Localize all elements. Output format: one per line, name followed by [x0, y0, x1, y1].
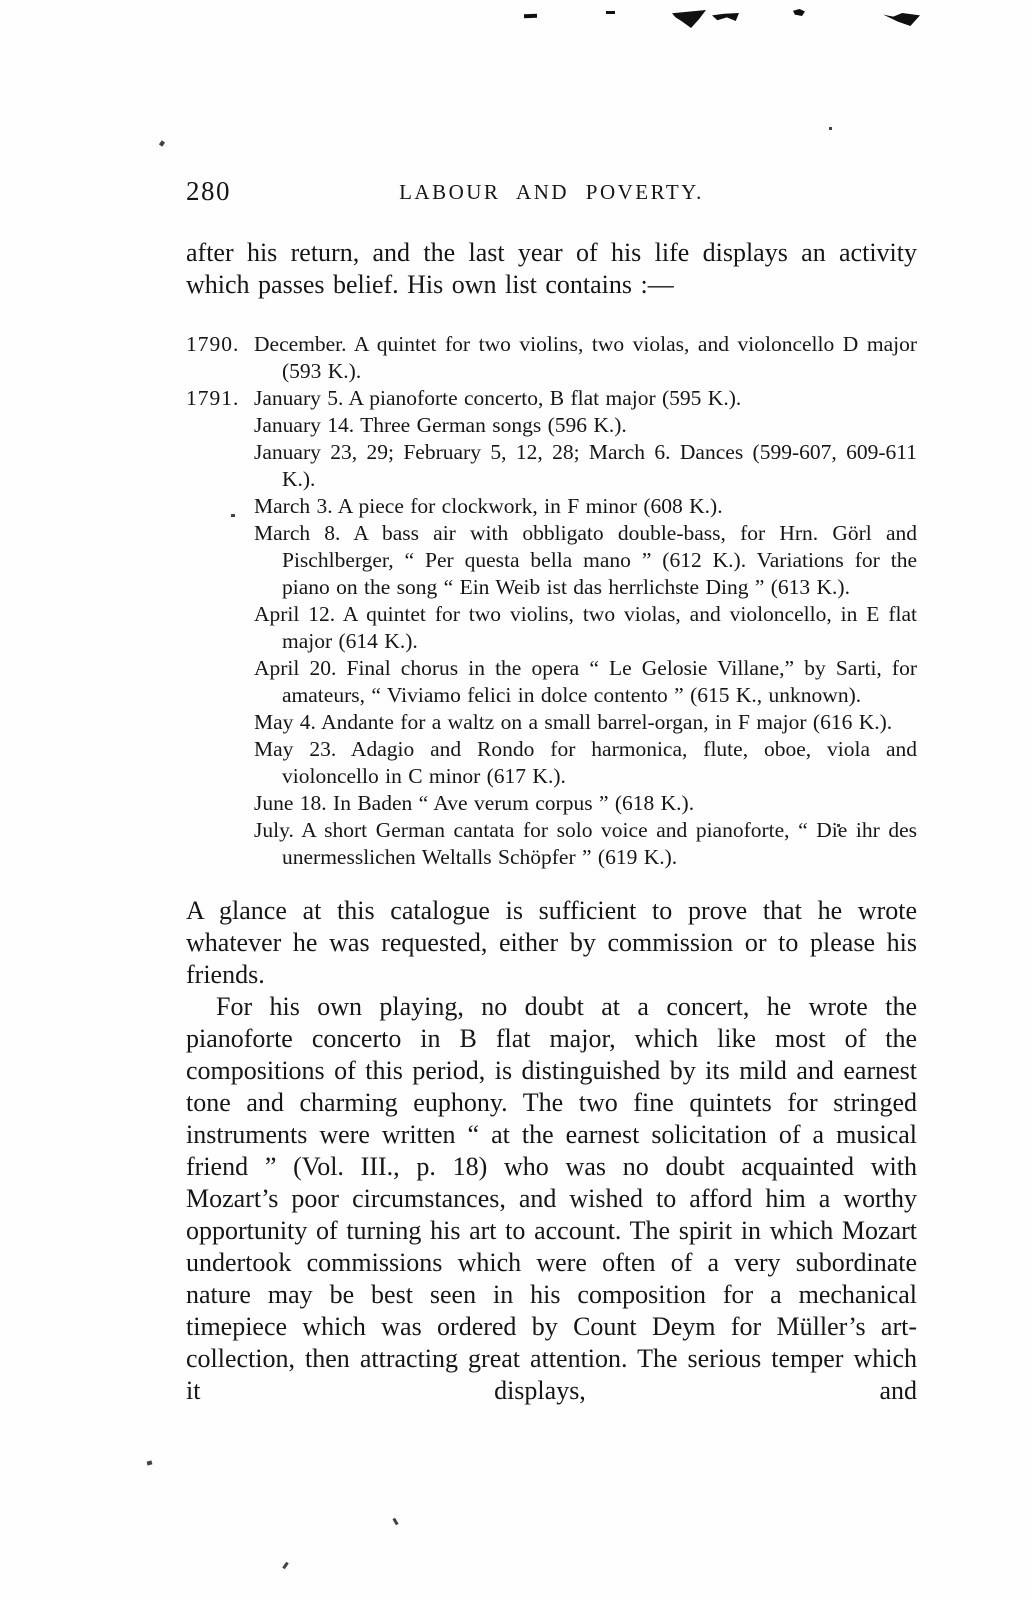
- scan-artifact: [606, 11, 615, 14]
- scan-speck: [829, 127, 832, 130]
- scan-speck: [282, 1562, 288, 1569]
- scan-speck: [159, 140, 165, 146]
- catalogue-entry: [186, 520, 917, 601]
- scan-artifact: [524, 14, 537, 18]
- running-title: LABOUR AND POVERTY.: [399, 180, 704, 204]
- catalogue-entry: [186, 736, 917, 790]
- entry-text: March 8. A bass air with obbligato double-bass, for Hrn. Görl and Pischlberger, “ Per questa bella mano ” (612 K.). Variations for the piano on the song “ Ein Weib ist das herrlichste Ding ” (613 K.).: [254, 521, 917, 599]
- body-paragraph: A glance at this catalogue is sufficient to prove that he wrote whatever he was requested, either by commission or to please his friends.: [186, 896, 917, 989]
- scan-artifact: [672, 10, 706, 28]
- catalogue-entry: [186, 709, 917, 736]
- entry-text: June 18. In Baden “ Ave verum corpus ” (618 K.).: [254, 791, 695, 815]
- catalogue-entry: [186, 790, 917, 817]
- catalogue-entry: [186, 601, 917, 655]
- scan-artifact: [712, 13, 739, 21]
- scan-speck: [392, 1518, 398, 1526]
- entry-text: January 14. Three German songs (596 K.).: [254, 413, 627, 437]
- entry-text: April 20. Final chorus in the opera “ Le Gelosie Villane,” by Sarti, for amateurs, “ Viviamo felici in dolce contento ” (615 K., unknown).: [254, 656, 917, 707]
- text-block: [186, 176, 917, 1407]
- catalogue-entry: [186, 412, 917, 439]
- page-number: 280: [186, 176, 231, 206]
- entry-text: April 12. A quintet for two violins, two violas, and violoncello, in E flat major (614 K.).: [254, 602, 917, 653]
- catalogue-list: [186, 331, 917, 871]
- scan-artifact: [883, 13, 920, 26]
- entry-text: May 4. Andante for a waltz on a small barrel-organ, in F major (616 K.).: [254, 710, 893, 734]
- entry-text: January 5. A pianoforte concerto, B flat major (595 K.).: [254, 386, 742, 410]
- catalogue-entry: [186, 655, 917, 709]
- catalogue-entry: [186, 817, 917, 871]
- entry-text: January 23, 29; February 5, 12, 28; March 6. Dances (599-607, 609-611 K.).: [254, 440, 917, 491]
- body-paragraph: For his own playing, no doubt at a concert, he wrote the pianoforte concerto in B flat major, which like most of the compositions of this period, is distinguished by its mild and earnest tone and charming euphony. The two fine quintets for stringed instruments were written “ at the earnest solicitation of a musical friend ” (Vol. III., p. 18) who was no doubt acquainted with Mozart’s poor circumstances, and wished to afford him a worthy opportunity of turning his art to account. The spirit in which Mozart undertook commissions which were often of a very subordinate nature may be best seen in his composition for a mechanical timepiece which was ordered by Count Deym for Müller’s art-collection, then attracting great attention. The serious temper which it displays, and: [186, 992, 917, 1405]
- entry-text: December. A quintet for two violins, two violas, and violoncello D major (593 K.).: [254, 332, 917, 383]
- page-header: [186, 176, 917, 208]
- entry-year: 1791.: [186, 386, 240, 410]
- entry-text: March 3. A piece for clockwork, in F minor (608 K.).: [254, 494, 723, 518]
- entry-year: 1790.: [186, 332, 240, 356]
- catalogue-entry: [186, 439, 917, 493]
- catalogue-entry: [186, 493, 917, 520]
- scan-artifact: [793, 9, 805, 16]
- intro-paragraph: after his return, and the last year of his life displays an activity which passes belief. His own list contains :—: [186, 238, 917, 299]
- catalogue-entry: [186, 331, 917, 385]
- entry-text: July. A short German cantata for solo voice and pianoforte, “ Die ihr des unermesslichen Weltalls Schöpfer ” (619 K.).: [254, 818, 917, 869]
- entry-text: May 23. Adagio and Rondo for harmonica, flute, oboe, viola and violoncello in C minor (617 K.).: [254, 737, 917, 788]
- catalogue-entry: [186, 385, 917, 412]
- scan-speck: [147, 1460, 153, 1465]
